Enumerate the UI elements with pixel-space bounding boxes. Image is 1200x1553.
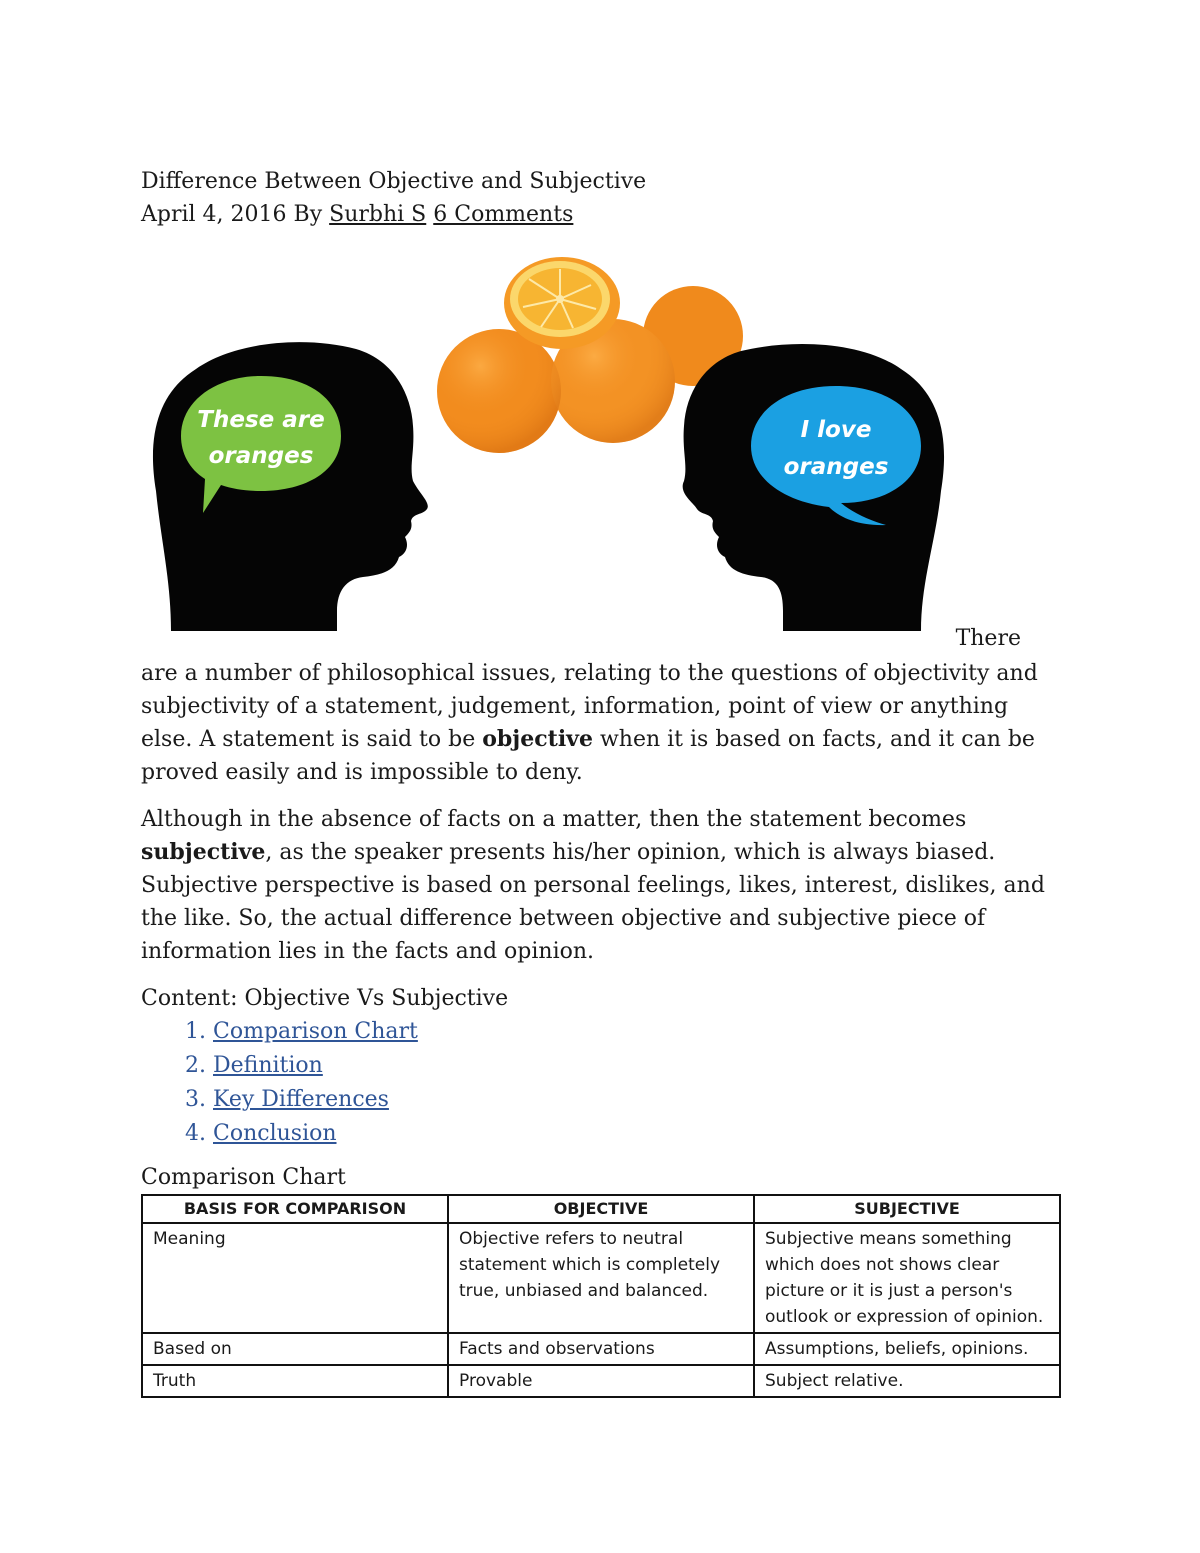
table-row [142,1223,1060,1333]
toc-item [213,1083,1061,1117]
cell-subjective: Subjective means something which does not shows clear picture or it is just a person's outlook or expression of opinion. [754,1223,1060,1333]
cell-objective: Provable [448,1365,754,1397]
article-date: April 4, 2016 [141,202,287,227]
toc-link-definition[interactable]: Definition [213,1053,323,1078]
author-link[interactable]: Surbhi S [329,202,427,227]
comparison-table [141,1194,1061,1398]
article-by: By [293,202,323,227]
cell-subjective: Assumptions, beliefs, opinions. [754,1333,1060,1365]
comments-link[interactable]: 6 Comments [433,202,574,227]
subjective-paragraph [141,803,1061,968]
heads-and-oranges-image [141,241,1061,641]
right-head-silhouette [683,344,944,631]
subjective-bold: subjective [141,839,266,865]
right-bubble-line1: I love [800,417,872,443]
left-bubble-line2: oranges [208,443,314,469]
header-subjective: SUBJECTIVE [754,1195,1060,1223]
intro-bold-objective: objective [482,726,593,752]
toc-link-key-differences[interactable]: Key Differences [213,1087,389,1112]
header-basis: BASIS FOR COMPARISON [142,1195,448,1223]
intro-text-2: when it is based on facts, and it can be proved easily and is impossible to deny. [141,727,1035,785]
article-meta [141,198,1061,231]
cell-subjective: Subject relative. [754,1365,1060,1397]
left-head-silhouette [153,342,428,631]
document-page [141,165,1061,1398]
toc-item [213,1117,1061,1151]
table-header-row [142,1195,1060,1223]
table-of-contents [141,1015,1061,1151]
trailing-word: There [955,626,1021,651]
header-objective: OBJECTIVE [448,1195,754,1223]
cell-basis: Meaning [142,1223,448,1333]
toc-link-comparison-chart[interactable]: Comparison Chart [213,1019,418,1044]
left-bubble-line1: These are [197,407,325,433]
cell-basis: Truth [142,1365,448,1397]
toc-link-conclusion[interactable]: Conclusion [213,1121,337,1146]
cell-basis: Based on [142,1333,448,1365]
cell-objective: Facts and observations [448,1333,754,1365]
right-bubble-line2: oranges [783,454,889,480]
toc-item [213,1015,1061,1049]
subjective-text-1: Although in the absence of facts on a matter, then the statement becomes [141,807,967,832]
article-title: Difference Between Objective and Subjective [141,169,647,194]
cell-objective: Objective refers to neutral statement which is completely true, unbiased and balanced. [448,1223,754,1333]
table-row [142,1365,1060,1397]
toc-item [213,1049,1061,1083]
comparison-heading: Comparison Chart [141,1165,346,1190]
contents-heading: Content: Objective Vs Subjective [141,986,509,1011]
intro-text-1: are a number of philosophical issues, relating to the questions of objectivity and subjectivity of a statement, judgement, information, point of view or anything else. A statement is said to be [141,661,1038,752]
objective-subjective-illustration [141,241,1061,651]
intro-paragraph [141,657,1061,789]
subjective-text-2: , as the speaker presents his/her opinion, which is always biased. Subjective perspective is based on personal feelings, likes, interest, dislikes, and the like. So, the actual difference between objective and subjective piece of information lies in the facts and opinion. [141,840,1045,964]
table-row [142,1333,1060,1365]
